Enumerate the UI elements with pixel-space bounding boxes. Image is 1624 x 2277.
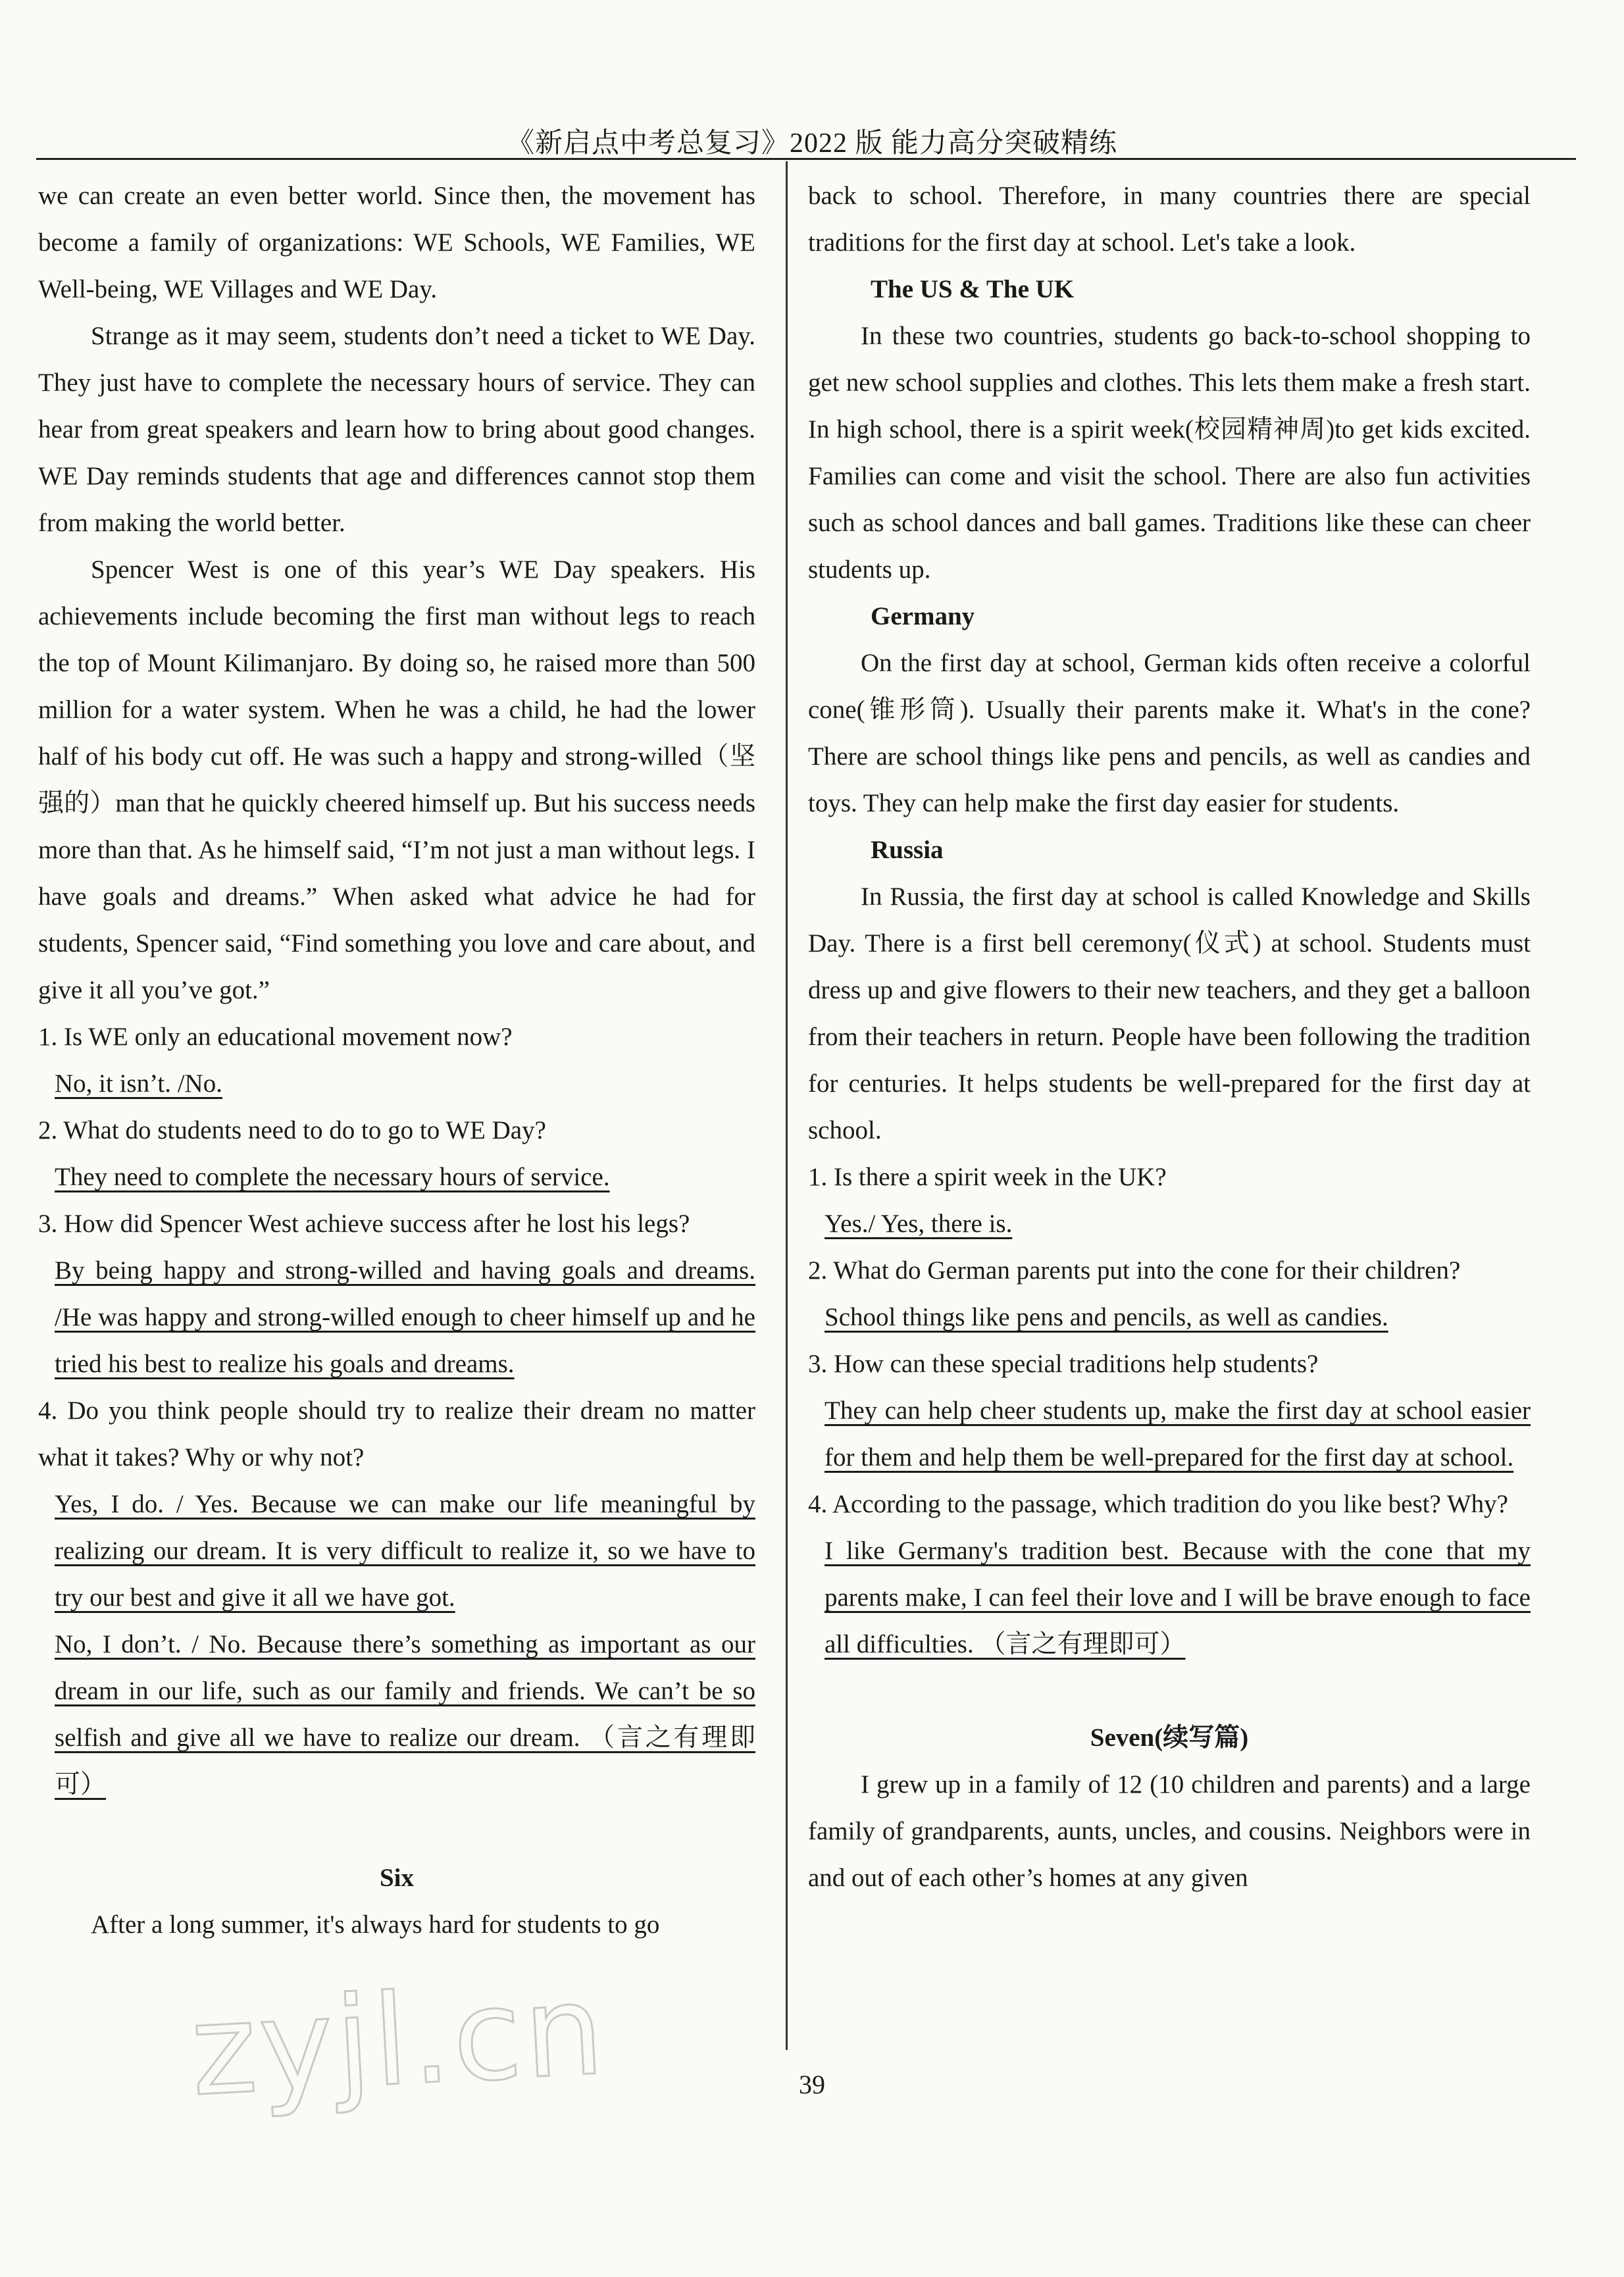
section-six-intro: After a long summer, it's always hard for students to go — [91, 1910, 660, 1939]
answer-2-right: School things like pens and pencils, as well as candies. — [825, 1303, 1388, 1331]
answer-4-right: I like Germany's tradition best. Because with the cone that my parents make, I can feel their love and I will be brave enough to face all difficulties. （言之有理即可） — [825, 1537, 1531, 1658]
page-number: 39 — [799, 2070, 825, 2099]
answer-2: They need to complete the necessary hours of service. — [55, 1163, 610, 1191]
answer-1-right: Yes./ Yes, there is. — [825, 1210, 1013, 1238]
left-column — [38, 172, 755, 1948]
question-4: 4. Do you think people should try to realize their dream no matter what it takes? Why or why not? — [38, 1396, 755, 1471]
paragraph-germany: On the first day at school, German kids often receive a colorful cone(锥形筒). Usually their parents make it. What's in the cone? There are school things like pens and pencils, as well as candies and toys. They can help make the first day easier for students. — [808, 649, 1531, 817]
section-seven-title: Seven(续写篇) — [1090, 1724, 1249, 1752]
question-2-right: 2. What do German parents put into the cone for their children? — [808, 1256, 1461, 1285]
left-paragraph-3: Spencer West is one of this year’s WE Day speakers. His achievements include becoming the first man without legs to reach the top of Mount Kilimanjaro. By doing so, he raised more than 500 million for a water system. When he was a child, he had the lower half of his body cut off. He was such a happy and strong-willed（坚强的）man that he quickly cheered himself up. But his success needs more than that. As he himself said, “I’m not just a man without legs. I have goals and dreams.” When asked what advice he had for students, Spencer said, “Find something you love and care about, and give it all you’ve got.” — [38, 555, 755, 1004]
heading-germany: Germany — [871, 602, 975, 630]
question-4-right: 4. According to the passage, which tradition do you like best? Why? — [808, 1490, 1508, 1518]
question-3: 3. How did Spencer West achieve success after he lost his legs? — [38, 1210, 690, 1238]
question-3-right: 3. How can these special traditions help students? — [808, 1350, 1319, 1378]
paragraph-seven: I grew up in a family of 12 (10 children and parents) and a large family of grandparents, aunts, uncles, and cousins. Neighbors were in and out of each other’s homes at any given — [808, 1770, 1531, 1892]
answer-4-yes: Yes, I do. / Yes. Because we can make our life meaningful by realizing our dream. It is very difficult to realize it, so we have to try our best and give it all we have got. — [55, 1490, 755, 1612]
question-1-right: 1. Is there a spirit week in the UK? — [808, 1163, 1167, 1191]
right-column — [808, 172, 1531, 1901]
question-2: 2. What do students need to do to go to WE Day? — [38, 1116, 546, 1144]
answer-3-right: They can help cheer students up, make the first day at school easier for them and help them be well-prepared for the first day at school. — [825, 1396, 1531, 1471]
watermark-logo: zyjl.cn — [187, 1957, 610, 2124]
left-paragraph-1: we can create an even better world. Since then, the movement has become a family of organizations: WE Schools, WE Families, WE Well-being, WE Villages and WE Day. — [38, 182, 755, 303]
left-paragraph-2: Strange as it may seem, students don’t need a ticket to WE Day. They just have to complete the necessary hours of service. They can hear from great speakers and learn how to bring about good changes. WE Day reminds students that age and differences cannot stop them from making the world better. — [38, 322, 755, 537]
heading-russia: Russia — [871, 836, 944, 864]
section-six-title: Six — [379, 1864, 415, 1892]
paragraph-russia: In Russia, the first day at school is called Knowledge and Skills Day. There is a first bell ceremony(仪式) at school. Students must dress up and give flowers to their new teachers, and they get a balloon from their teachers in return. People have been following the tradition for centuries. It helps students be well-prepared for the first day at school. — [808, 883, 1531, 1144]
page-header: 《新启点中考总复习》2022 版 能力高分突破精练 — [506, 128, 1117, 159]
question-1: 1. Is WE only an educational movement now? — [38, 1023, 513, 1051]
header-rule — [36, 158, 1576, 160]
answer-3: By being happy and strong-willed and having goals and dreams. /He was happy and strong-willed enough to cheer himself up and he tried his best to realize his goals and dreams. — [55, 1256, 755, 1378]
answer-4-no: No, I don’t. / No. Because there’s something as important as our dream in our life, such as our family and friends. We can’t be so selfish and give all we have to realize our dream. （言之有理即可） — [55, 1630, 755, 1799]
right-paragraph-1: back to school. Therefore, in many countries there are special traditions for the first day at school. Let's take a look. — [808, 182, 1531, 257]
heading-us-uk: The US & The UK — [871, 275, 1075, 303]
column-divider — [786, 161, 788, 2050]
paragraph-us-uk: In these two countries, students go back-to-school shopping to get new school supplies and clothes. This lets them make a fresh start. In high school, there is a spirit week(校园精神周)to get kids excited. Families can come and visit the school. There are also fun activities such as school dances and ball games. Traditions like these can cheer students up. — [808, 322, 1531, 584]
answer-1: No, it isn’t. /No. — [55, 1069, 222, 1098]
